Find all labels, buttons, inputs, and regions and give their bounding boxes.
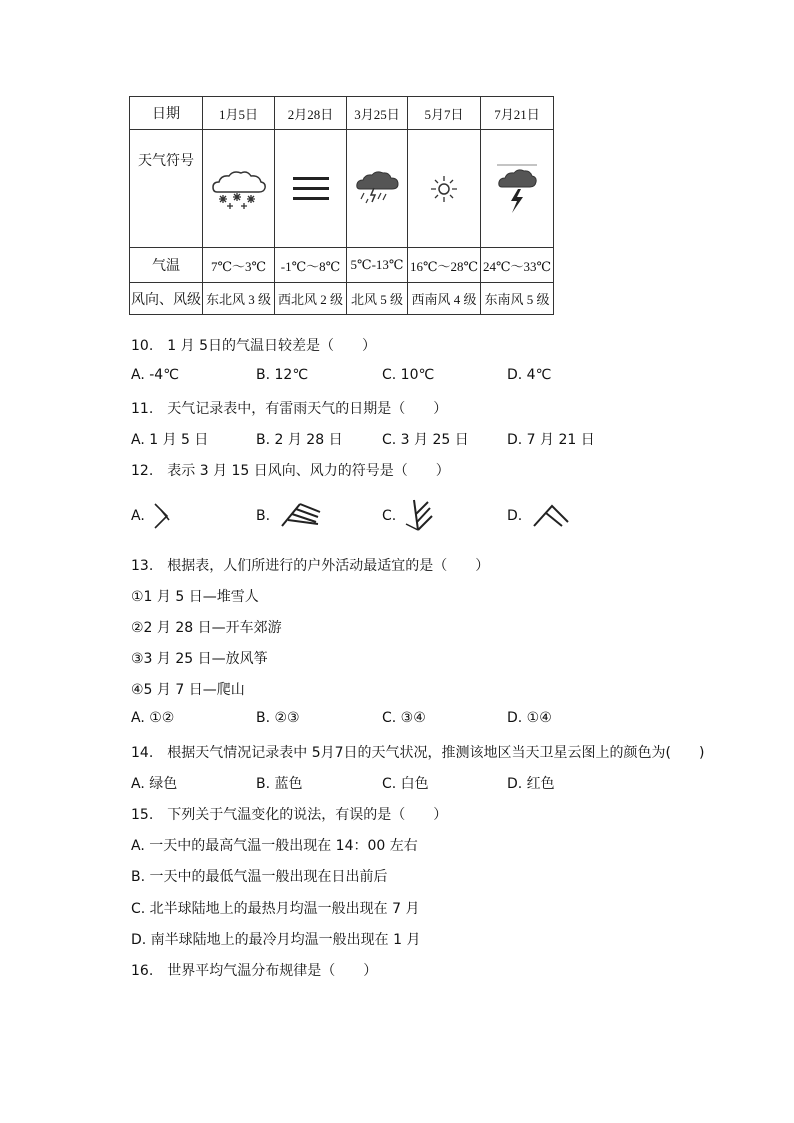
temp-cell: -1℃～8℃ (275, 248, 347, 283)
option-a[interactable]: A. ①② (131, 710, 175, 726)
date-cell: 2月28日 (275, 97, 347, 130)
question-10: 10. 1 月 5日的气温日较差是（ ） (131, 338, 376, 354)
activity-item-4: ④5 月 7 日—爬山 (131, 682, 245, 698)
date-cell: 1月5日 (203, 97, 275, 130)
wind-cell: 西南风 4 级 (408, 283, 481, 315)
option-d[interactable]: D. 4℃ (507, 367, 552, 383)
option-a[interactable]: A. 一天中的最高气温一般出现在 14：00 左右 (131, 838, 418, 854)
wind-cell: 西北风 2 级 (275, 283, 347, 315)
header-date-label: 日期 (130, 97, 203, 130)
wind-cell: 东南风 5 级 (481, 283, 554, 315)
option-d[interactable]: D. 南半球陆地上的最冷月均温一般出现在 1 月 (131, 932, 421, 948)
wind-cell: 东北风 3 级 (203, 283, 275, 315)
temp-cell: 5℃-13℃ (347, 248, 408, 283)
wind-cell: 北风 5 级 (347, 283, 408, 315)
table-row (130, 97, 554, 130)
wind-label: 风向、风级 (130, 283, 203, 315)
option-c[interactable]: C. 北半球陆地上的最热月均温一般出现在 7 月 (131, 901, 420, 917)
symbol-label: 天气符号 (130, 130, 203, 248)
option-c[interactable]: C. (382, 508, 397, 524)
question-14: 14. 根据天气情况记录表中 5月7日的天气状况，推测该地区当天卫星云图上的颜色为( ) (131, 745, 705, 761)
question-13: 13. 根据表，人们所进行的户外活动最适宜的是（ ） (131, 558, 490, 574)
wind-symbol-a-icon (151, 500, 181, 532)
wind-symbol-d-icon (530, 500, 570, 530)
option-b[interactable]: B. 12℃ (256, 367, 309, 383)
temp-cell: 16℃～28℃ (408, 248, 481, 283)
question-12: 12. 表示 3 月 15 日风向、风力的符号是（ ） (131, 463, 450, 479)
option-b[interactable]: B. ②③ (256, 710, 300, 726)
temp-cell: 7℃～3℃ (203, 248, 275, 283)
date-cell: 5月7日 (408, 97, 481, 130)
option-c[interactable]: C. 白色 (382, 776, 429, 792)
date-cell: 3月25日 (347, 97, 408, 130)
option-a[interactable]: A. (131, 508, 145, 524)
activity-item-2: ②2 月 28 日—开车郊游 (131, 620, 282, 636)
question-16: 16. 世界平均气温分布规律是（ ） (131, 963, 378, 979)
option-b[interactable]: B. 一天中的最低气温一般出现在日出前后 (131, 869, 388, 885)
question-15: 15. 下列关于气温变化的说法，有误的是（ ） (131, 807, 448, 823)
sunny-icon (429, 174, 459, 204)
wind-symbol-b-icon (278, 498, 324, 532)
option-d[interactable]: D. (507, 508, 523, 524)
table-row (130, 283, 554, 315)
option-c[interactable]: C. 10℃ (382, 367, 435, 383)
thunderstorm-rain-icon (354, 169, 400, 209)
table-row (130, 130, 554, 248)
table-row (130, 248, 554, 283)
weather-record-table (129, 96, 554, 315)
option-b[interactable]: B. 蓝色 (256, 776, 303, 792)
option-b[interactable]: B. (256, 508, 271, 524)
activity-item-1: ①1 月 5 日—堆雪人 (131, 589, 259, 605)
temp-cell: 24℃～33℃ (481, 248, 554, 283)
thunder-icon (495, 163, 539, 215)
option-b[interactable]: B. 2 月 28 日 (256, 432, 343, 448)
wind-symbol-c-icon (402, 496, 436, 534)
option-d[interactable]: D. 红色 (507, 776, 555, 792)
option-d[interactable]: D. 7 月 21 日 (507, 432, 595, 448)
activity-item-3: ③3 月 25 日—放风筝 (131, 651, 268, 667)
date-cell: 7月21日 (481, 97, 554, 130)
option-c[interactable]: C. 3 月 25 日 (382, 432, 469, 448)
option-a[interactable]: A. 绿色 (131, 776, 178, 792)
temp-label: 气温 (130, 248, 203, 283)
option-c[interactable]: C. ③④ (382, 710, 426, 726)
snow-icon (209, 166, 269, 212)
fog-icon (291, 174, 331, 204)
option-a[interactable]: A. -4℃ (131, 367, 179, 383)
option-d[interactable]: D. ①④ (507, 710, 552, 726)
option-a[interactable]: A. 1 月 5 日 (131, 432, 209, 448)
question-11: 11. 天气记录表中，有雷雨天气的日期是（ ） (131, 401, 448, 417)
